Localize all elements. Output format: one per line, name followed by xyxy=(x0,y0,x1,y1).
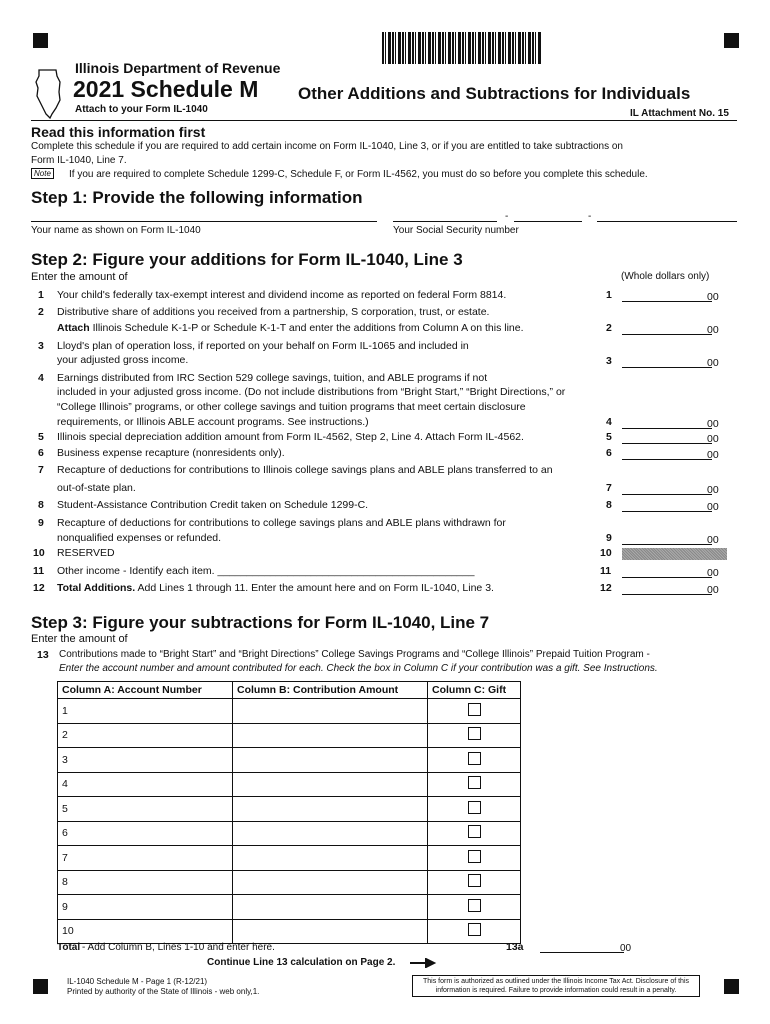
gift-cell xyxy=(428,699,521,724)
read-first-heading: Read this information first xyxy=(31,124,206,140)
account-number-cell[interactable] xyxy=(58,797,233,822)
row-number: 1 xyxy=(62,704,68,717)
account-number-cell[interactable] xyxy=(58,846,233,871)
legal-notice: This form is authorized as outlined under the Illinois Income Tax Act. Disclosure of this information is required. Failure to provide information could result in a penalty. xyxy=(412,975,700,997)
step2-line-text: Attach Illinois Schedule K-1-P or Schedule K-1-T and enter the additions from Column A on this line. xyxy=(57,322,524,334)
table-row xyxy=(58,797,521,822)
total-label: Total xyxy=(57,942,81,953)
line-9-decimal: 00 xyxy=(707,534,719,546)
line-4-amount-field[interactable] xyxy=(622,417,712,429)
line-4-number: 4 xyxy=(38,372,44,384)
step3-heading: Step 3: Figure your subtractions for Form IL-1040, Line 7 xyxy=(31,613,490,632)
table-row xyxy=(58,919,521,944)
contribution-amount-cell[interactable] xyxy=(233,748,428,773)
gift-checkbox[interactable] xyxy=(468,874,481,887)
step2-line-text: requirements, or Illinois ABLE account programs. See instructions.) xyxy=(57,416,369,428)
line-8-decimal: 00 xyxy=(707,501,719,513)
step2-line-text: Recapture of deductions for contributions to college savings plans and ABLE plans withdrawn for xyxy=(57,517,506,529)
registration-mark-bottom-left xyxy=(33,979,48,994)
line-5-right-number: 5 xyxy=(606,431,612,443)
line-9-amount-field[interactable] xyxy=(622,533,712,545)
line-2-amount-field[interactable] xyxy=(622,323,712,335)
line-7-right-number: 7 xyxy=(606,482,612,494)
line-3-number: 3 xyxy=(38,340,44,352)
ssn-field-3[interactable] xyxy=(597,221,737,222)
gift-checkbox[interactable] xyxy=(468,923,481,936)
table-row xyxy=(58,895,521,920)
line-11-amount-field[interactable] xyxy=(622,566,712,578)
step2-line-text: Recapture of deductions for contributions to Illinois college savings plans and ABLE plans transferred to an xyxy=(57,464,553,476)
registration-mark-top-right xyxy=(724,33,739,48)
ssn-label: Your Social Security number xyxy=(393,225,519,236)
line-10-shaded-field xyxy=(622,548,727,560)
step2-line-text: Lloyd's plan of operation loss, if reported on your behalf on Form IL-1065 and included in xyxy=(57,340,469,352)
header-rule xyxy=(31,120,737,121)
step2-line-text: RESERVED xyxy=(57,547,115,559)
column-a-header: Column A: Account Number xyxy=(58,682,233,699)
step2-line-text: nonqualified expenses or refunded. xyxy=(57,532,222,544)
line-7-number: 7 xyxy=(38,464,44,476)
step2-enter-label: Enter the amount of xyxy=(31,271,128,283)
step2-line-text: your adjusted gross income. xyxy=(57,354,189,366)
step2-line-text: out-of-state plan. xyxy=(57,482,136,494)
line-12-amount-field[interactable] xyxy=(622,583,712,595)
row-number: 6 xyxy=(62,827,68,840)
gift-checkbox[interactable] xyxy=(468,776,481,789)
line-10-number: 10 xyxy=(33,547,45,559)
gift-cell xyxy=(428,846,521,871)
step2-line-text: included in your adjusted gross income. (Do not include distributions from “Bright Start,” “Bright Directions,” or xyxy=(57,386,566,398)
gift-checkbox[interactable] xyxy=(468,850,481,863)
line-13a-number: 13a xyxy=(506,941,524,953)
contributions-table xyxy=(57,681,521,944)
line-1-right-number: 1 xyxy=(606,289,612,301)
footer-form-id: IL-1040 Schedule M - Page 1 (R-12/21) xyxy=(67,977,208,986)
line-13-instructions: Enter the account number and amount contributed for each. Check the box in Column C if your contribution was a gift. See Instructions. xyxy=(59,663,658,674)
line-4-decimal: 00 xyxy=(707,418,719,430)
step3-enter-label: Enter the amount of xyxy=(31,633,128,645)
line-5-amount-field[interactable] xyxy=(622,432,712,444)
barcode xyxy=(382,32,542,64)
read-first-text-2: Form IL-1040, Line 7. xyxy=(31,155,127,166)
line-1-amount-field[interactable] xyxy=(622,290,712,302)
table-row xyxy=(58,748,521,773)
line-8-number: 8 xyxy=(38,499,44,511)
contribution-amount-cell[interactable] xyxy=(233,797,428,822)
line-7-amount-field[interactable] xyxy=(622,483,712,495)
step2-line-text: Business expense recapture (nonresidents only). xyxy=(57,447,285,459)
step2-line-text: Other income - Identify each item. ____________________________________________ xyxy=(57,565,475,577)
account-number-cell[interactable] xyxy=(58,772,233,797)
gift-cell xyxy=(428,772,521,797)
contribution-amount-cell[interactable] xyxy=(233,772,428,797)
contribution-amount-cell[interactable] xyxy=(233,723,428,748)
agency-name: Illinois Department of Revenue xyxy=(75,60,281,76)
gift-cell xyxy=(428,797,521,822)
row-number: 4 xyxy=(62,778,68,791)
note-text: If you are required to complete Schedule 1299-C, Schedule F, or Form IL-4562, you must do so before you complete this schedule. xyxy=(69,169,648,180)
column-b-header: Column B: Contribution Amount xyxy=(233,682,428,699)
step2-line-text: Illinois special depreciation addition amount from Form IL-4562, Step 2, Line 4. Attach Form IL-4562. xyxy=(57,431,524,443)
line-12-decimal: 00 xyxy=(707,584,719,596)
whole-dollars-note: (Whole dollars only) xyxy=(621,271,710,282)
line-3-amount-field[interactable] xyxy=(622,356,712,368)
gift-checkbox[interactable] xyxy=(468,801,481,814)
gift-cell xyxy=(428,821,521,846)
gift-cell xyxy=(428,919,521,944)
registration-mark-top-left xyxy=(33,33,48,48)
gift-checkbox[interactable] xyxy=(468,899,481,912)
line-8-amount-field[interactable] xyxy=(622,500,712,512)
read-first-text-1: Complete this schedule if you are required to add certain income on Form IL-1040, Line 3, or if you are entitled to take subtractions on xyxy=(31,141,623,152)
line-8-right-number: 8 xyxy=(606,499,612,511)
line-13a-amount[interactable] xyxy=(540,952,624,953)
gift-cell xyxy=(428,748,521,773)
line-1-decimal: 00 xyxy=(707,291,719,303)
line-4-right-number: 4 xyxy=(606,416,612,428)
contribution-amount-cell[interactable] xyxy=(233,870,428,895)
line-10-right-number: 10 xyxy=(600,547,612,559)
line-11-number: 11 xyxy=(33,565,45,577)
table-row xyxy=(58,723,521,748)
line-6-right-number: 6 xyxy=(606,447,612,459)
gift-cell xyxy=(428,895,521,920)
line-6-number: 6 xyxy=(38,447,44,459)
step2-line-text: Earnings distributed from IRC Section 529 college savings, tuition, and ABLE programs if not xyxy=(57,372,488,384)
line-2-right-number: 2 xyxy=(606,322,612,334)
gift-checkbox[interactable] xyxy=(468,752,481,765)
account-number-cell[interactable] xyxy=(58,821,233,846)
table-row xyxy=(58,821,521,846)
account-number-cell[interactable] xyxy=(58,699,233,724)
line-12-right-number: 12 xyxy=(600,582,612,594)
line-3-decimal: 00 xyxy=(707,357,719,369)
row-number: 5 xyxy=(62,802,68,815)
line-2-number: 2 xyxy=(38,306,44,318)
line-7-decimal: 00 xyxy=(707,484,719,496)
contribution-amount-cell[interactable] xyxy=(233,895,428,920)
account-number-cell[interactable] xyxy=(58,723,233,748)
registration-mark-bottom-right xyxy=(724,979,739,994)
gift-cell xyxy=(428,870,521,895)
line-13a-decimal: 00 xyxy=(620,943,632,954)
column-c-header: Column C: Gift xyxy=(428,682,521,699)
line-9-right-number: 9 xyxy=(606,532,612,544)
step2-line-text: Total Additions. Add Lines 1 through 11. Enter the amount here and on Form IL-1040, Line 3. xyxy=(57,582,494,594)
row-number: 7 xyxy=(62,851,68,864)
gift-checkbox[interactable] xyxy=(468,825,481,838)
row-number: 2 xyxy=(62,729,68,742)
attachment-number: IL Attachment No. 15 xyxy=(630,108,729,119)
step2-line-text: “College Illinois” programs, or other college savings and tuition programs that meet certain disclosure xyxy=(57,401,526,413)
line-5-number: 5 xyxy=(38,431,44,443)
row-number: 8 xyxy=(62,876,68,889)
ssn-field-2[interactable] xyxy=(514,221,582,222)
name-field[interactable] xyxy=(31,221,377,222)
contribution-amount-cell[interactable] xyxy=(233,821,428,846)
account-number-cell[interactable] xyxy=(58,895,233,920)
account-number-cell[interactable] xyxy=(58,748,233,773)
ssn-separator-2: - xyxy=(588,211,592,222)
row-number: 10 xyxy=(62,925,74,938)
line-11-right-number: 11 xyxy=(600,565,612,577)
contribution-amount-cell[interactable] xyxy=(233,699,428,724)
form-title: 2021 Schedule M xyxy=(73,76,259,102)
row-number: 9 xyxy=(62,900,68,913)
line-6-amount-field[interactable] xyxy=(622,448,712,460)
table-row xyxy=(58,846,521,871)
line-13-text: Contributions made to “Bright Start” and “Bright Directions” College Savings Programs and “College Illinois” Prepaid Tuition Program - xyxy=(59,649,650,660)
step1-heading: Step 1: Provide the following information xyxy=(31,188,363,207)
note-badge: Note xyxy=(31,168,54,179)
step2-line-text: Student-Assistance Contribution Credit taken on Schedule 1299-C. xyxy=(57,499,369,511)
form-subtitle: Other Additions and Subtractions for Individuals xyxy=(298,84,691,103)
gift-cell xyxy=(428,723,521,748)
step2-heading: Step 2: Figure your additions for Form IL-1040, Line 3 xyxy=(31,250,463,269)
line-5-decimal: 00 xyxy=(707,433,719,445)
contribution-amount-cell[interactable] xyxy=(233,919,428,944)
total-text: - Add Column B, Lines 1-10 and enter here. xyxy=(82,942,275,953)
step2-line-text: Your child's federally tax-exempt interest and dividend income as reported on federal Form 8814. xyxy=(57,289,507,301)
line-3-right-number: 3 xyxy=(606,355,612,367)
account-number-cell[interactable] xyxy=(58,919,233,944)
line-2-decimal: 00 xyxy=(707,324,719,336)
line-11-decimal: 00 xyxy=(707,567,719,579)
ssn-field-1[interactable] xyxy=(393,221,497,222)
arrow-right-icon xyxy=(410,958,438,968)
step2-line-text: Distributive share of additions you received from a partnership, S corporation, trust, or estate. xyxy=(57,306,490,318)
line-12-number: 12 xyxy=(33,582,45,594)
illinois-map-icon xyxy=(34,68,62,120)
attach-note: Attach to your Form IL-1040 xyxy=(75,104,208,115)
line-13-number: 13 xyxy=(37,649,49,661)
gift-checkbox[interactable] xyxy=(468,703,481,716)
line-9-number: 9 xyxy=(38,517,44,529)
table-row xyxy=(58,870,521,895)
gift-checkbox[interactable] xyxy=(468,727,481,740)
continue-note: Continue Line 13 calculation on Page 2. xyxy=(207,957,396,968)
contribution-amount-cell[interactable] xyxy=(233,846,428,871)
line-6-decimal: 00 xyxy=(707,449,719,461)
line-1-number: 1 xyxy=(38,289,44,301)
table-row xyxy=(58,772,521,797)
row-number: 3 xyxy=(62,753,68,766)
table-row xyxy=(58,699,521,724)
name-label: Your name as shown on Form IL-1040 xyxy=(31,225,201,236)
footer-printed-by: Printed by authority of the State of Illinois - web only,1. xyxy=(67,987,260,996)
account-number-cell[interactable] xyxy=(58,870,233,895)
ssn-separator-1: - xyxy=(505,211,509,222)
